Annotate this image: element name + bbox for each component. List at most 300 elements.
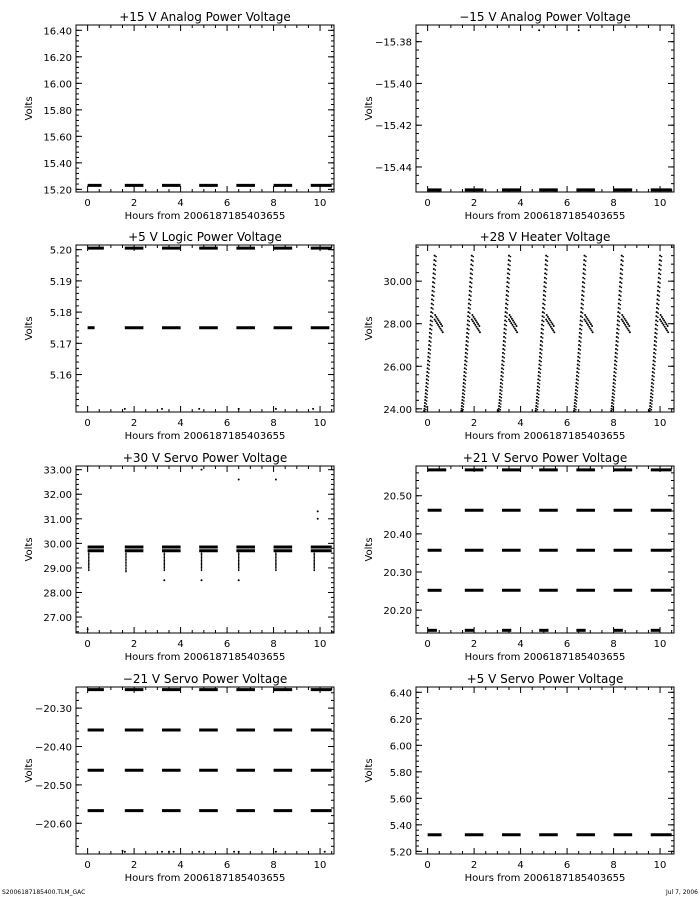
heater-ramp-point [434, 278, 436, 280]
heater-ramp-point [433, 291, 435, 293]
heater-settle-point [592, 331, 594, 333]
heater-ramp-point [435, 256, 437, 258]
heater-ramp-point [620, 295, 622, 297]
data-point [312, 408, 314, 410]
y-axis-label: Volts [364, 316, 375, 341]
heater-ramp-point [544, 268, 546, 270]
heater-ramp-point [539, 356, 541, 358]
heater-ramp-point [613, 397, 615, 399]
x-tick-label: 2 [470, 639, 478, 650]
heater-ramp-point [537, 406, 539, 408]
heater-settle-point [514, 323, 516, 325]
heater-ramp-point [654, 340, 656, 342]
heater-ramp-point [463, 403, 465, 405]
heater-settle-point [437, 324, 439, 326]
heater-ramp-point [654, 336, 656, 338]
heater-settle-point [439, 321, 441, 323]
chart-panel-7 [24, 672, 334, 884]
heater-ramp-point [430, 345, 432, 347]
data-point [201, 579, 203, 581]
plot-frame [416, 687, 674, 854]
heater-ramp-point [470, 300, 472, 302]
heater-ramp-point [435, 269, 437, 271]
y-tick-label: 6.40 [389, 688, 412, 700]
y-tick-label: 15.40 [43, 158, 72, 170]
heater-ramp-point [435, 265, 437, 267]
heater-ramp-point [431, 298, 433, 300]
heater-ramp-point [461, 405, 463, 407]
data-point [198, 851, 200, 853]
heater-ramp-point [501, 397, 503, 399]
heater-ramp-point [472, 260, 474, 262]
dip-point [238, 567, 240, 569]
heater-ramp-point [653, 380, 655, 382]
data-point [163, 579, 165, 581]
dip-point [275, 564, 277, 566]
heater-settle-point [660, 320, 662, 322]
heater-ramp-point [577, 387, 579, 389]
heater-ramp-point [573, 410, 575, 412]
dip-point [125, 560, 127, 562]
heater-settle-point [546, 314, 548, 316]
heater-ramp-point [578, 372, 580, 374]
heater-ramp-point [462, 392, 464, 394]
heater-ramp-point [576, 375, 578, 377]
heater-ramp-point [428, 352, 430, 354]
dip-point [313, 562, 315, 564]
x-axis-label: Hours from 2006187185403655 [464, 211, 626, 222]
heater-ramp-point [585, 256, 587, 258]
heater-ramp-point [583, 300, 585, 302]
heater-ramp-point [540, 336, 542, 338]
heater-ramp-point [430, 337, 432, 339]
x-tick-label: 2 [130, 639, 138, 650]
heater-ramp-point [653, 356, 655, 358]
dip-point [201, 558, 203, 560]
x-tick-label: 0 [424, 639, 431, 650]
data-point [161, 408, 163, 410]
heater-ramp-point [580, 315, 582, 317]
dip-point [125, 555, 127, 557]
heater-ramp-point [468, 325, 470, 327]
heater-ramp-point [541, 349, 543, 351]
heater-ramp-point [649, 405, 651, 407]
heater-settle-point [474, 318, 476, 320]
heater-ramp-point [575, 389, 577, 391]
data-point [538, 29, 540, 31]
heater-ramp-point [464, 383, 466, 385]
dip-point [125, 559, 127, 561]
heater-ramp-point [618, 321, 620, 323]
heater-ramp-point [653, 348, 655, 350]
heater-settle-point [552, 329, 554, 331]
heater-ramp-point [504, 341, 506, 343]
heater-ramp-point [654, 344, 656, 346]
heater-ramp-point [620, 259, 622, 261]
data-point [238, 479, 240, 481]
heater-settle-point [625, 326, 627, 328]
heater-ramp-point [469, 285, 471, 287]
heater-settle-point [475, 320, 477, 322]
heater-ramp-point [584, 282, 586, 284]
heater-ramp-point [433, 264, 435, 266]
heater-settle-point [514, 328, 516, 330]
dip-point [238, 555, 240, 557]
heater-ramp-point [651, 406, 653, 408]
y-tick-label: −20.50 [34, 780, 72, 792]
y-tick-label: 5.80 [389, 767, 412, 779]
heater-ramp-point [652, 397, 654, 399]
dip-point [125, 554, 127, 556]
heater-ramp-point [432, 285, 434, 287]
heater-ramp-point [584, 278, 586, 280]
heater-ramp-point [657, 290, 659, 292]
heater-ramp-point [546, 265, 548, 267]
heater-ramp-point [576, 400, 578, 402]
heater-ramp-point [543, 290, 545, 292]
heater-settle-point [513, 321, 515, 323]
heater-ramp-point [615, 348, 617, 350]
heater-settle-point [508, 318, 510, 320]
heater-ramp-point [429, 324, 431, 326]
heater-settle-point [667, 331, 669, 333]
y-tick-label: 5.20 [49, 245, 72, 257]
heater-ramp-point [427, 387, 429, 389]
x-tick-label: 4 [517, 198, 524, 209]
dip-point [164, 561, 166, 563]
heater-ramp-point [545, 295, 547, 297]
data-layer [87, 469, 332, 631]
heater-ramp-point [577, 364, 579, 366]
heater-settle-point [622, 316, 624, 318]
heater-ramp-point [582, 272, 584, 274]
x-tick-label: 6 [223, 198, 231, 209]
heater-settle-point [665, 328, 667, 330]
heater-settle-point [666, 329, 668, 331]
heater-ramp-point [574, 396, 576, 398]
heater-ramp-point [616, 361, 618, 363]
heater-ramp-point [616, 328, 618, 330]
heater-ramp-point [544, 308, 546, 310]
heater-ramp-point [432, 290, 434, 292]
heater-ramp-point [466, 365, 468, 367]
heater-ramp-point [544, 272, 546, 274]
heater-ramp-point [505, 333, 507, 335]
y-tick-label: 16.00 [43, 79, 72, 91]
x-tick-label: 0 [424, 860, 431, 871]
heater-ramp-point [432, 308, 434, 310]
heater-ramp-point [537, 389, 539, 391]
heater-ramp-point [616, 357, 618, 359]
heater-ramp-point [467, 341, 469, 343]
heater-settle-point [553, 331, 555, 333]
heater-settle-point [621, 314, 623, 316]
heater-ramp-point [502, 344, 504, 346]
heater-ramp-point [500, 403, 502, 405]
heater-ramp-point [620, 264, 622, 266]
heater-ramp-point [653, 372, 655, 374]
heater-settle-point [509, 314, 511, 316]
heater-settle-point [586, 322, 588, 324]
heater-ramp-point [578, 344, 580, 346]
heater-ramp-point [544, 304, 546, 306]
chart-title: −21 V Servo Power Voltage [122, 672, 288, 686]
heater-ramp-point [544, 281, 546, 283]
dip-point [88, 565, 90, 567]
heater-ramp-point [581, 321, 583, 323]
heater-ramp-point [621, 274, 623, 276]
heater-ramp-point [575, 406, 577, 408]
heater-ramp-point [426, 400, 428, 402]
data-point [317, 510, 319, 512]
heater-ramp-point [651, 400, 653, 402]
heater-ramp-point [430, 311, 432, 313]
heater-settle-point [477, 328, 479, 330]
heater-ramp-point [615, 344, 617, 346]
heater-ramp-point [498, 402, 500, 404]
dip-point [125, 562, 127, 564]
data-point [275, 479, 277, 481]
heater-ramp-point [582, 317, 584, 319]
heater-ramp-point [579, 361, 581, 363]
heater-ramp-point [471, 274, 473, 276]
heater-ramp-point [505, 325, 507, 327]
heater-ramp-point [425, 382, 427, 384]
heater-ramp-point [650, 396, 652, 398]
heater-ramp-point [499, 389, 501, 391]
y-tick-label: 31.00 [43, 514, 72, 526]
dip-point [201, 568, 203, 570]
heater-ramp-point [580, 311, 582, 313]
x-tick-label: 2 [130, 198, 138, 209]
heater-ramp-point [658, 268, 660, 270]
heater-ramp-point [619, 281, 621, 283]
heater-ramp-point [540, 344, 542, 346]
heater-ramp-point [536, 399, 538, 401]
heater-ramp-point [430, 307, 432, 309]
heater-ramp-point [464, 387, 466, 389]
dip-point [88, 564, 90, 566]
y-axis-label: Volts [364, 96, 375, 121]
heater-ramp-point [579, 353, 581, 355]
heater-ramp-point [432, 312, 434, 314]
heater-ramp-point [542, 329, 544, 331]
heater-settle-point [509, 320, 511, 322]
heater-ramp-point [656, 311, 658, 313]
heater-ramp-point [465, 380, 467, 382]
heater-ramp-point [506, 290, 508, 292]
heater-ramp-point [655, 319, 657, 321]
heater-ramp-point [547, 256, 549, 258]
dip-point [238, 565, 240, 567]
dip-point [201, 565, 203, 567]
heater-ramp-point [469, 308, 471, 310]
y-tick-label: 24.00 [383, 404, 412, 416]
heater-ramp-point [654, 368, 656, 370]
heater-ramp-point [612, 406, 614, 408]
heater-ramp-point [503, 357, 505, 359]
heater-settle-point [476, 321, 478, 323]
heater-ramp-point [614, 394, 616, 396]
heater-ramp-point [429, 328, 431, 330]
chart-title: −15 V Analog Power Voltage [459, 10, 631, 24]
heater-ramp-point [469, 317, 471, 319]
dip-point [275, 558, 277, 560]
heater-ramp-point [504, 328, 506, 330]
heater-ramp-point [501, 371, 503, 373]
heater-ramp-point [426, 378, 428, 380]
heater-ramp-point [430, 315, 432, 317]
heater-ramp-point [469, 290, 471, 292]
heater-ramp-point [535, 410, 537, 412]
dip-point [238, 552, 240, 554]
heater-ramp-point [651, 378, 653, 380]
heater-ramp-point [499, 399, 501, 401]
heater-ramp-point [619, 312, 621, 314]
heater-ramp-point [427, 383, 429, 385]
dip-point [275, 565, 277, 567]
heater-ramp-point [501, 387, 503, 389]
heater-ramp-point [546, 269, 548, 271]
heater-ramp-point [430, 341, 432, 343]
heater-ramp-point [611, 402, 613, 404]
dip-point [164, 554, 166, 556]
heater-ramp-point [584, 269, 586, 271]
heater-settle-point [622, 320, 624, 322]
dip-point [201, 564, 203, 566]
heater-settle-point [515, 329, 517, 331]
heater-ramp-point [583, 295, 585, 297]
heater-ramp-point [576, 397, 578, 399]
y-tick-label: 33.00 [43, 465, 72, 477]
x-tick-label: 6 [223, 860, 231, 871]
heater-ramp-point [467, 349, 469, 351]
heater-ramp-point [611, 399, 613, 401]
heater-ramp-point [502, 356, 504, 358]
heater-ramp-point [581, 290, 583, 292]
dip-point [275, 570, 277, 572]
heater-ramp-point [652, 390, 654, 392]
heater-ramp-point [622, 260, 624, 262]
heater-ramp-point [541, 319, 543, 321]
x-tick-label: 10 [653, 860, 667, 871]
heater-ramp-point [500, 406, 502, 408]
heater-ramp-point [468, 333, 470, 335]
heater-ramp-point [510, 256, 512, 258]
heater-settle-point [549, 320, 551, 322]
heater-ramp-point [617, 337, 619, 339]
data-layer [428, 29, 672, 190]
heater-ramp-point [426, 394, 428, 396]
heater-ramp-point [652, 394, 654, 396]
heater-ramp-point [650, 392, 652, 394]
heater-ramp-point [656, 337, 658, 339]
heater-settle-point [628, 325, 630, 327]
heater-ramp-point [502, 372, 504, 374]
x-tick-label: 8 [610, 860, 617, 871]
heater-ramp-point [619, 317, 621, 319]
heater-settle-point [628, 329, 630, 331]
heater-ramp-point [431, 325, 433, 327]
heater-ramp-point [544, 277, 546, 279]
chart-title: +5 V Logic Power Voltage [128, 230, 282, 244]
heater-ramp-point [617, 311, 619, 313]
dip-point [88, 562, 90, 564]
heater-ramp-point [582, 277, 584, 279]
y-tick-label: −15.44 [374, 162, 412, 174]
heater-ramp-point [464, 364, 466, 366]
heater-ramp-point [618, 333, 620, 335]
y-tick-label: 5.16 [49, 370, 72, 382]
heater-ramp-point [466, 357, 468, 359]
y-tick-label: 5.20 [389, 847, 412, 859]
heater-settle-point [441, 325, 443, 327]
x-tick-label: 6 [563, 418, 571, 429]
dip-point [88, 561, 90, 563]
heater-ramp-point [426, 371, 428, 373]
heater-ramp-point [659, 291, 661, 293]
heater-ramp-point [538, 387, 540, 389]
dip-point [164, 562, 166, 564]
dip-point [313, 568, 315, 570]
heater-ramp-point [469, 277, 471, 279]
heater-ramp-point [579, 332, 581, 334]
dip-point [88, 558, 90, 560]
y-tick-label: 16.20 [43, 52, 72, 64]
heater-ramp-point [614, 360, 616, 362]
heater-ramp-point [462, 386, 464, 388]
heater-settle-point [434, 318, 436, 320]
heater-ramp-point [616, 336, 618, 338]
heater-ramp-point [429, 353, 431, 355]
heater-ramp-point [574, 405, 576, 407]
heater-ramp-point [432, 317, 434, 319]
y-tick-label: 6.00 [389, 741, 412, 753]
heater-ramp-point [621, 282, 623, 284]
heater-settle-point [625, 320, 627, 322]
x-tick-label: 0 [424, 418, 431, 429]
heater-ramp-point [546, 274, 548, 276]
y-tick-label: 5.60 [389, 794, 412, 806]
heater-ramp-point [466, 353, 468, 355]
heater-ramp-point [540, 332, 542, 334]
heater-ramp-point [425, 389, 427, 391]
heater-ramp-point [462, 389, 464, 391]
y-tick-label: 15.60 [43, 132, 72, 144]
data-point [198, 408, 200, 410]
heater-ramp-point [535, 408, 537, 410]
heater-ramp-point [435, 260, 437, 262]
heater-settle-point [624, 318, 626, 320]
heater-settle-point [667, 325, 669, 327]
dip-point [164, 565, 166, 567]
heater-ramp-point [650, 399, 652, 401]
y-tick-label: 15.80 [43, 105, 72, 117]
heater-settle-point [435, 320, 437, 322]
heater-ramp-point [543, 321, 545, 323]
heater-ramp-point [433, 272, 435, 274]
heater-ramp-point [539, 376, 541, 378]
heater-ramp-point [507, 300, 509, 302]
heater-ramp-point [506, 321, 508, 323]
heater-ramp-point [576, 371, 578, 373]
dip-point [275, 567, 277, 569]
dip-point [164, 568, 166, 570]
x-tick-label: 10 [653, 198, 667, 209]
heater-ramp-point [508, 255, 510, 257]
y-tick-label: −15.38 [374, 37, 412, 49]
heater-ramp-point [424, 405, 426, 407]
